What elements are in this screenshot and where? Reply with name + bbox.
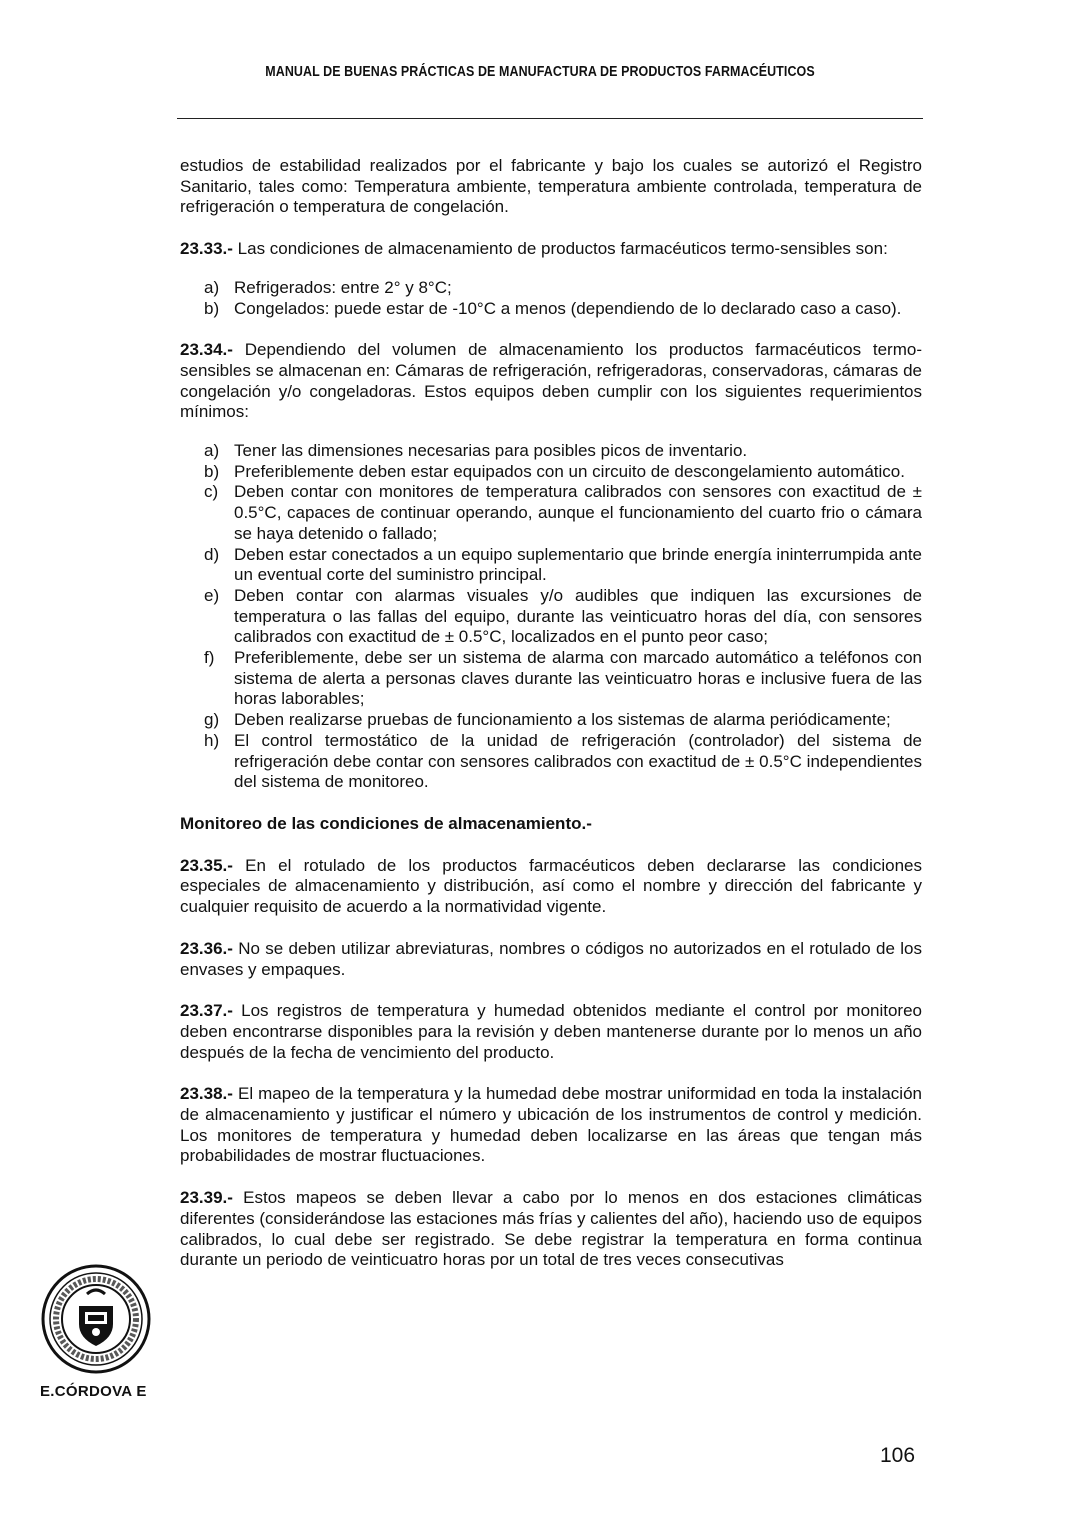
official-seal-icon <box>41 1264 151 1374</box>
list-text: El control termostático de la unidad de refrigeración (controlador) del sistema de refrigeración debe contar con sensores calibrados con exactitud de ± 0.5°C independientes del sistema de monitoreo. <box>234 730 922 792</box>
list-item <box>180 299 922 320</box>
list-23-34 <box>180 441 922 793</box>
list-letter: h) <box>204 730 220 750</box>
list-text: Tener las dimensiones necesarias para posibles picos de inventario. <box>234 441 748 461</box>
list-letter: e) <box>204 585 220 605</box>
section-text: El mapeo de la temperatura y la humedad debe mostrar uniformidad en toda la instalación de almacenamiento y justificar el número y ubicación de los instrumentos de control y medición. Los monitores de temperatura y humedad deben localizarse en las áreas que tengan más probabilidades de mostrar fluctuaciones. <box>180 1084 922 1166</box>
list-letter: a) <box>204 441 220 461</box>
list-text: Congelados: puede estar de -10°C a menos (dependiendo de lo declarado caso a caso). <box>234 298 902 318</box>
section-23-37 <box>180 1001 922 1063</box>
list-text: Refrigerados: entre 2° y 8°C; <box>234 277 452 297</box>
list-item <box>180 482 922 544</box>
list-item <box>180 731 922 793</box>
section-23-33 <box>180 239 922 260</box>
list-letter: f) <box>204 648 215 668</box>
section-number: 23.34.- <box>180 340 233 360</box>
section-23-39 <box>180 1188 922 1271</box>
list-letter: c) <box>204 482 219 502</box>
document-body <box>180 156 922 1271</box>
seal-name: E.CÓRDOVA E <box>40 1383 147 1400</box>
section-text: No se deben utilizar abreviaturas, nombres o códigos no autorizados en el rotulado de los envases y empaques. <box>180 938 922 979</box>
section-23-38 <box>180 1084 922 1167</box>
intro-paragraph: estudios de estabilidad realizados por el fabricante y bajo los cuales se autorizó el Registro Sanitario, tales como: Temperatura ambiente, temperatura ambiente controlada, temperatura de refrigeración o temperatura de congelación. <box>180 156 922 217</box>
header-rule <box>177 118 923 119</box>
section-23-34 <box>180 340 922 423</box>
list-item <box>180 648 922 710</box>
page-header: MANUAL DE BUENAS PRÁCTICAS DE MANUFACTURA DE PRODUCTOS FARMACÉUTICOS <box>265 64 815 80</box>
section-23-36 <box>180 939 922 980</box>
page-number: 106 <box>880 1444 916 1467</box>
list-item <box>180 441 922 462</box>
section-number: 23.33.- <box>180 239 233 259</box>
list-item <box>180 545 922 586</box>
section-number: 23.39.- <box>180 1188 233 1208</box>
list-text: Deben estar conectados a un equipo suplementario que brinde energía ininterrumpida ante un eventual corte del suministro principal. <box>234 544 922 585</box>
section-number: 23.37.- <box>180 1001 233 1021</box>
section-number: 23.35.- <box>180 855 233 875</box>
list-text: Deben realizarse pruebas de funcionamiento a los sistemas de alarma periódicamente; <box>234 710 891 730</box>
section-text: Las condiciones de almacenamiento de productos farmacéuticos termo-sensibles son: <box>232 239 888 259</box>
list-item <box>180 462 922 483</box>
section-number: 23.36.- <box>180 938 233 958</box>
list-text: Deben contar con monitores de temperatura calibrados con sensores con exactitud de ± 0.5°C, capaces de continuar operando, aunque el funcionamiento del cuarto frio o cámara se haya detenido o fallado; <box>234 482 922 543</box>
section-number: 23.38.- <box>180 1084 233 1104</box>
list-letter: d) <box>204 544 220 564</box>
list-text: Deben contar con alarmas visuales y/o audibles que indiquen las excursiones de temperatura o las fallas del equipo, durante las veinticuatro horas del día, con sensores calibrados con exactitud de ± 0.5°C, localizados en el punto peor caso; <box>234 585 922 647</box>
list-item <box>180 710 922 731</box>
list-letter: a) <box>204 277 220 297</box>
section-text: Los registros de temperatura y humedad obtenidos mediante el control por monitoreo deben encontrarse disponibles para la revisión y deben mantenerse durante por lo menos un año después de la fecha de vencimiento del producto. <box>180 1001 922 1062</box>
list-text: Preferiblemente deben estar equipados con un circuito de descongelamiento automático. <box>234 461 905 481</box>
section-text: En el rotulado de los productos farmacéuticos deben declararse las condiciones especiales de almacenamiento y distribución, así como el nombre y dirección del fabricante y cualquier requisito de acuerdo a la normatividad vigente. <box>180 855 922 917</box>
list-letter: b) <box>204 461 220 481</box>
list-item <box>180 586 922 648</box>
list-23-33 <box>180 278 922 319</box>
list-letter: b) <box>204 298 220 318</box>
section-heading: Monitoreo de las condiciones de almacenamiento.- <box>180 813 592 833</box>
section-23-35 <box>180 856 922 918</box>
section-text: Estos mapeos se deben llevar a cabo por lo menos en dos estaciones climáticas diferentes (considerándose las estaciones más frías y calientes del año), haciendo uso de equipos calibrados, lo cual debe ser registrado. Se debe registrar la temperatura en forma continua durante un periodo de veinticuatro horas por un total de tres veces consecutivas <box>180 1188 922 1270</box>
list-item <box>180 278 922 299</box>
list-text: Preferiblemente, debe ser un sistema de alarma con marcado automático a teléfonos con sistema de alerta a personas claves durante las veinticuatro horas e inclusive fuera de las horas laborables; <box>234 648 922 709</box>
list-letter: g) <box>204 710 220 730</box>
section-text: Dependiendo del volumen de almacenamiento los productos farmacéuticos termo-sensibles se almacenan en: Cámaras de refrigeración, refrigeradoras, conservadoras, cámaras de congelación y/o congeladoras. Estos equipos deben cumplir con los siguientes requerimientos mínimos: <box>180 340 922 422</box>
